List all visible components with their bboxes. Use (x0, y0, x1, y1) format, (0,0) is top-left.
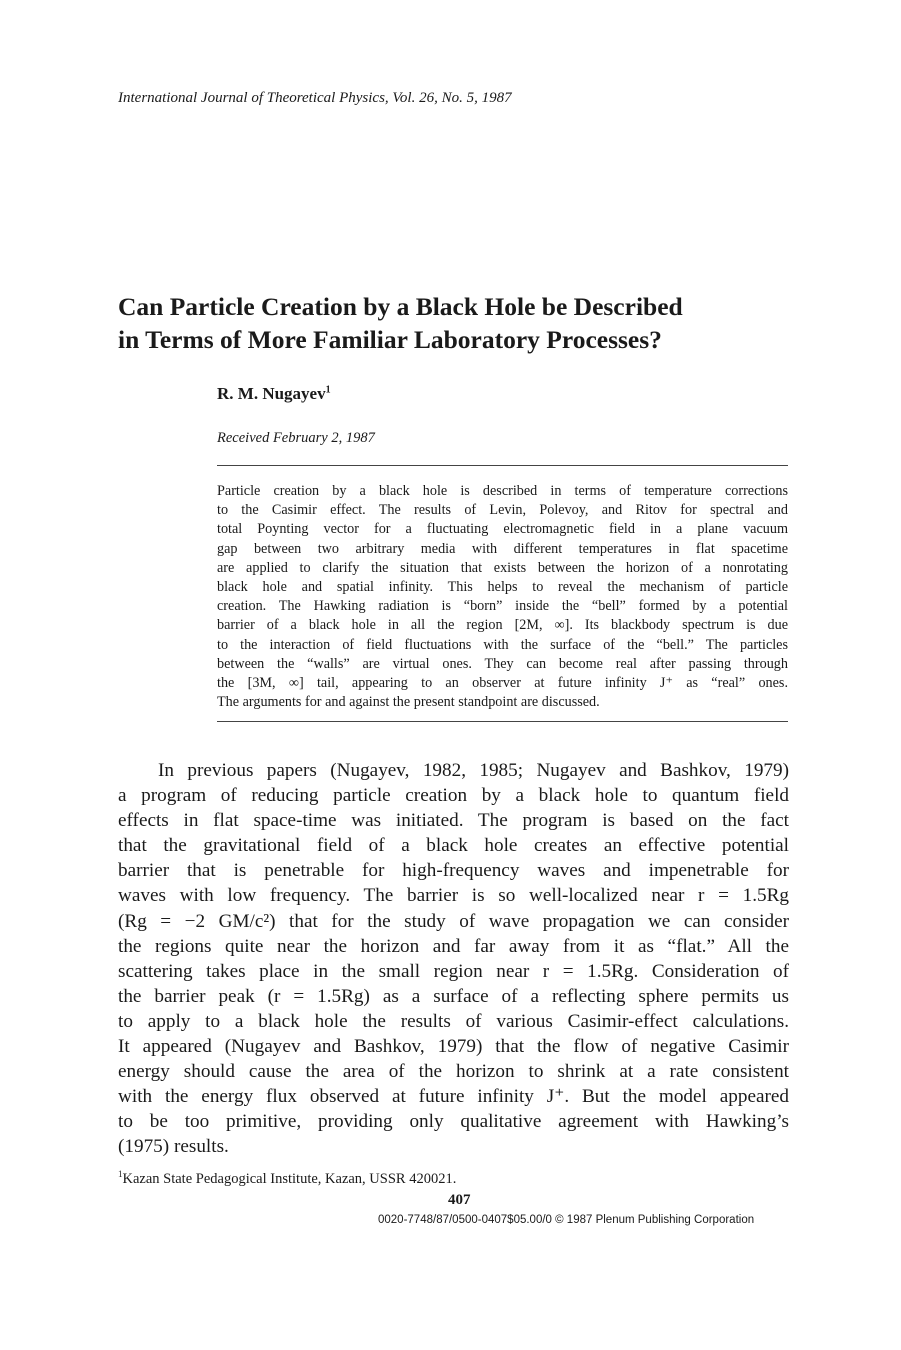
body-paragraph (118, 758, 789, 1160)
abstract-line: total Poynting vector for a fluctuating electromagnetic field in a plane vacuum (217, 521, 788, 538)
abstract-line: the [3M, ∞] tail, appearing to an observer at future infinity J⁺ as “real” ones. (217, 675, 788, 692)
abstract-line: black hole and spatial infinity. This helps to reveal the mechanism of particle (217, 579, 788, 596)
body-line: In previous papers (Nugayev, 1982, 1985; Nugayev and Bashkov, 1979) (158, 760, 789, 781)
received-date: Received February 2, 1987 (217, 430, 375, 446)
abstract-line: between the “walls” are virtual ones. They can become real after passing through (217, 655, 788, 672)
author (217, 384, 331, 404)
abstract-line: Particle creation by a black hole is described in terms of temperature corrections (217, 483, 788, 499)
body-line: scattering takes place in the small region near r = 1.5Rg. Consideration of (118, 960, 789, 982)
author-name: R. M. Nugayev (217, 384, 326, 403)
body-line: (1975) results. (118, 1136, 229, 1158)
title-line: in Terms of More Familiar Laboratory Processes? (118, 325, 662, 354)
page-number: 407 (448, 1192, 471, 1208)
paper-title (118, 290, 818, 356)
abstract-top-rule (217, 465, 788, 466)
author-footnote-mark: 1 (325, 384, 331, 396)
footnote (118, 1169, 456, 1188)
body-line: energy should cause the area of the horizon to shrink at a rate consistent (118, 1061, 789, 1083)
body-line: (Rg = −2 GM/c²) that for the study of wave propagation we can consider (118, 910, 789, 932)
footnote-text: Kazan State Pedagogical Institute, Kazan, USSR 420021. (122, 1170, 457, 1187)
abstract (217, 482, 788, 712)
abstract-line: barrier of a black hole in all the region [2M, ∞]. Its blackbody spectrum is due (217, 617, 788, 634)
body-line: with the energy flux observed at future infinity J⁺. But the model appeared (118, 1086, 789, 1108)
body-line: a program of reducing particle creation by a black hole to quantum field (118, 785, 789, 807)
body-line: to be too primitive, providing only qualitative agreement with Hawking’s (118, 1111, 789, 1133)
copyright-line: 0020-7748/87/0500-0407$05.00/0 © 1987 Plenum Publishing Corporation (378, 1214, 755, 1226)
abstract-line: to the interaction of field fluctuations with the surface of the “bell.” The particles (217, 636, 788, 653)
abstract-line: The arguments for and against the present standpoint are discussed. (217, 694, 600, 711)
body-line: It appeared (Nugayev and Bashkov, 1979) that the flow of negative Casimir (118, 1036, 789, 1058)
body-line: the barrier peak (r = 1.5Rg) as a surface of a reflecting sphere permits us (118, 985, 789, 1007)
abstract-line: are applied to clarify the situation that exists between the horizon of a nonrotating (217, 559, 788, 576)
body-line: effects in flat space-time was initiated. The program is based on the fact (118, 810, 789, 832)
title-line: Can Particle Creation by a Black Hole be Described (118, 292, 683, 321)
body-line: the regions quite near the horizon and far away from it as “flat.” All the (118, 935, 789, 957)
body-line: to apply to a black hole the results of various Casimir-effect calculations. (118, 1010, 789, 1032)
body-line: that the gravitational field of a black hole creates an effective potential (118, 835, 789, 857)
footnote-mark: 1 (118, 1169, 123, 1179)
abstract-line: to the Casimir effect. The results of Levin, Polevoy, and Ritov for spectral and (217, 502, 788, 519)
body-line: barrier that is penetrable for high-frequency waves and impenetrable for (118, 860, 789, 882)
abstract-line: creation. The Hawking radiation is “born” inside the “bell” formed by a potential (217, 598, 788, 615)
journal-citation: International Journal of Theoretical Physics, Vol. 26, No. 5, 1987 (118, 90, 512, 106)
body-line: waves with low frequency. The barrier is so well-localized near r = 1.5Rg (118, 885, 789, 907)
abstract-bottom-rule (217, 721, 788, 722)
abstract-line: gap between two arbitrary media with different temperatures in flat spacetime (217, 540, 788, 557)
